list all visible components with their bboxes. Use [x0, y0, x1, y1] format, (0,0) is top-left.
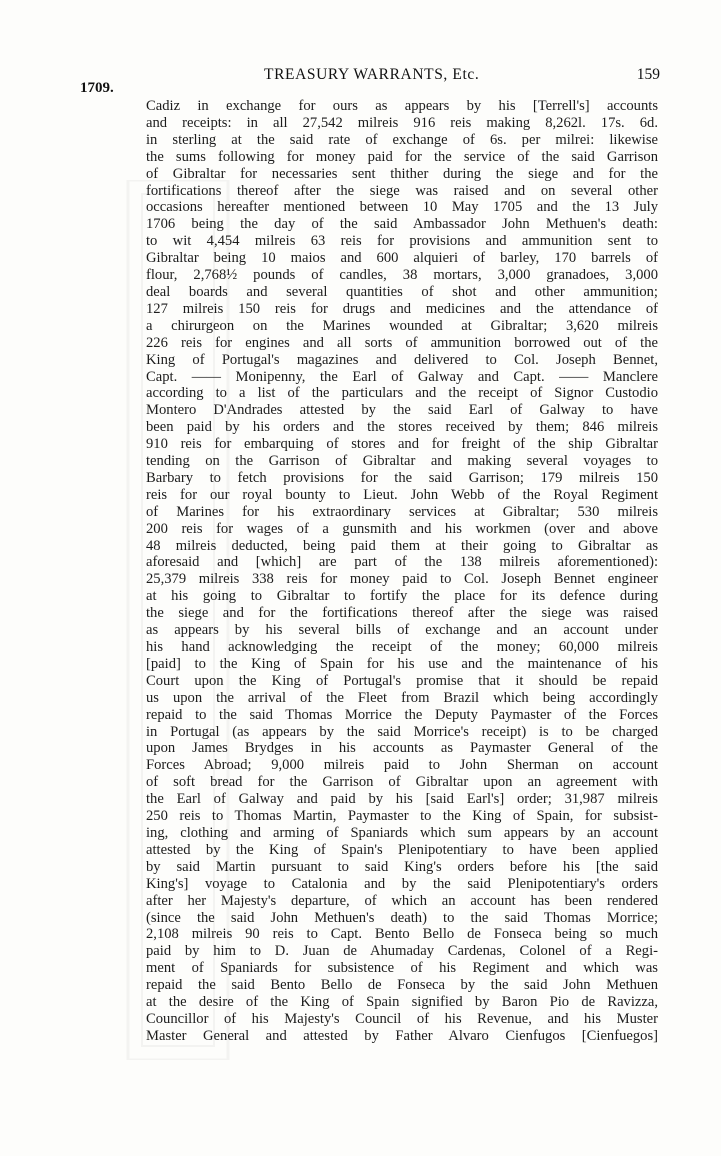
margin-year: 1709.: [80, 80, 114, 96]
page-title: TREASURY WARRANTS, Etc.: [264, 66, 480, 83]
text-line: paid by him to D. Juan de Ahumaday Cardenas, Colonel of a Regi-: [146, 943, 658, 960]
text-line: after her Majesty's departure, of which an account has been rendered: [146, 892, 658, 909]
text-line: 2,108 milreis 90 reis to Capt. Bento Bello de Fonseca being so much: [146, 926, 658, 943]
text-line: of Marines for his extraordinary services at Gibraltar; 530 milreis: [146, 503, 658, 520]
text-line: as appears by his several bills of exchange and an account under: [146, 622, 658, 639]
text-line: reis for our royal bounty to Lieut. John Webb of the Royal Regiment: [146, 486, 658, 503]
text-line: and receipts: in all 27,542 milreis 916 reis making 8,262l. 17s. 6d.: [146, 114, 658, 131]
text-line: 910 reis for embarquing of stores and for freight of the ship Gibraltar: [146, 436, 658, 453]
text-line: attested by the King of Spain's Plenipotentiary to have been applied: [146, 841, 658, 858]
text-line: deal boards and several quantities of shot and other ammunition;: [146, 283, 658, 300]
text-line: 250 reis to Thomas Martin, Paymaster to the King of Spain, for subsist-: [146, 808, 658, 825]
text-line: 226 reis for engines and all sorts of ammunition borrowed out of the: [146, 334, 658, 351]
text-line: at his going to Gibraltar to fortify the place for its defence during: [146, 588, 658, 605]
text-line: Cadiz in exchange for ours as appears by his [Terrell's] accounts: [146, 98, 658, 114]
text-line: fortifications thereof after the siege was raised and on several other: [146, 182, 658, 199]
text-line: according to a list of the particulars and the receipt of Signor Custodio: [146, 385, 658, 402]
text-line: of soft bread for the Garrison of Gibraltar upon an agreement with: [146, 774, 658, 791]
text-line: the Earl of Galway and paid by his [said Earl's] order; 31,987 milreis: [146, 791, 658, 808]
text-line: his hand acknowledging the receipt of the money; 60,000 milreis: [146, 639, 658, 655]
text-line: in sterling at the said rate of exchange of 6s. per milrei: likewise: [146, 131, 658, 148]
text-line: Barbary to fetch provisions for the said Garrison; 179 milreis 150: [146, 469, 658, 486]
text-line: Master General and attested by Father Alvaro Cienfugos [Cienfuegos]: [146, 1027, 658, 1044]
text-line: (since the said John Methuen's death) to the said Thomas Morrice;: [146, 909, 658, 926]
text-line: by said Martin pursuant to said King's orders before his [the said: [146, 858, 658, 875]
text-line: Capt. —— Monipenny, the Earl of Galway and Capt. —— Manclere: [146, 368, 658, 385]
text-line: Court upon the King of Portugal's promise that it should be repaid: [146, 672, 658, 689]
text-line: the sums following for money paid for the service of the said Garrison: [146, 148, 658, 165]
text-line: to wit 4,454 milreis 63 reis for provisions and ammunition sent to: [146, 233, 658, 250]
text-line: King of Portugal's magazines and delivered to Col. Joseph Bennet,: [146, 351, 658, 368]
page-number: 159: [636, 66, 660, 83]
text-line: of Gibraltar for necessaries sent thither during the siege and for the: [146, 165, 658, 182]
text-line: tending on the Garrison of Gibraltar and making several voyages to: [146, 453, 658, 470]
body-paragraph: [146, 98, 658, 1045]
text-line: at the desire of the King of Spain signified by Baron Pio de Ravizza,: [146, 994, 658, 1011]
text-line: Montero D'Andrades attested by the said Earl of Galway to have: [146, 402, 658, 419]
text-line: ment of Spaniards for subsistence of his Regiment and which was: [146, 960, 658, 977]
text-line: us upon the arrival of the Fleet from Brazil which being accordingly: [146, 689, 658, 706]
text-line: the siege and for the fortifications thereof after the siege was raised: [146, 605, 658, 622]
text-line: Forces Abroad; 9,000 milreis paid to John Sherman on account: [146, 757, 658, 774]
text-line: ing, clothing and arming of Spaniards which sum appears by an account: [146, 824, 658, 841]
running-header: [146, 66, 660, 90]
text-line: Councillor of his Majesty's Council of his Revenue, and his Muster: [146, 1010, 658, 1027]
text-line: 1706 being the day of the said Ambassador John Methuen's death:: [146, 216, 658, 233]
text-line: 25,379 milreis 338 reis for money paid to Col. Joseph Bennet engineer: [146, 571, 658, 588]
text-line: repaid the said Bento Bello de Fonseca by the said John Methuen: [146, 977, 658, 994]
text-line: upon James Brydges in his accounts as Paymaster General of the: [146, 740, 658, 757]
text-line: been paid by his orders and the stores received by them; 846 milreis: [146, 419, 658, 436]
text-line: aforesaid and [which] are part of the 138 milreis aforementioned):: [146, 554, 658, 571]
text-line: in Portugal (as appears by the said Morrice's receipt) is to be charged: [146, 723, 658, 740]
text-line: flour, 2,768½ pounds of candles, 38 mortars, 3,000 granadoes, 3,000: [146, 267, 658, 284]
text-line: 200 reis for wages of a gunsmith and his workmen (over and above: [146, 520, 658, 537]
text-line: occasions hereafter mentioned between 10 May 1705 and the 13 July: [146, 199, 658, 216]
text-line: a chirurgeon on the Marines wounded at Gibraltar; 3,620 milreis: [146, 317, 658, 334]
text-line: King's] voyage to Catalonia and by the said Plenipotentiary's orders: [146, 875, 658, 892]
text-line: 48 milreis deducted, being paid them at their going to Gibraltar as: [146, 537, 658, 554]
text-line: Gibraltar being 10 maios and 600 alquieri of barley, 170 barrels of: [146, 250, 658, 267]
text-line: repaid to the said Thomas Morrice the Deputy Paymaster of the Forces: [146, 706, 658, 723]
text-line: 127 milreis 150 reis for drugs and medicines and the attendance of: [146, 300, 658, 317]
text-line: [paid] to the King of Spain for his use and the maintenance of his: [146, 655, 658, 672]
